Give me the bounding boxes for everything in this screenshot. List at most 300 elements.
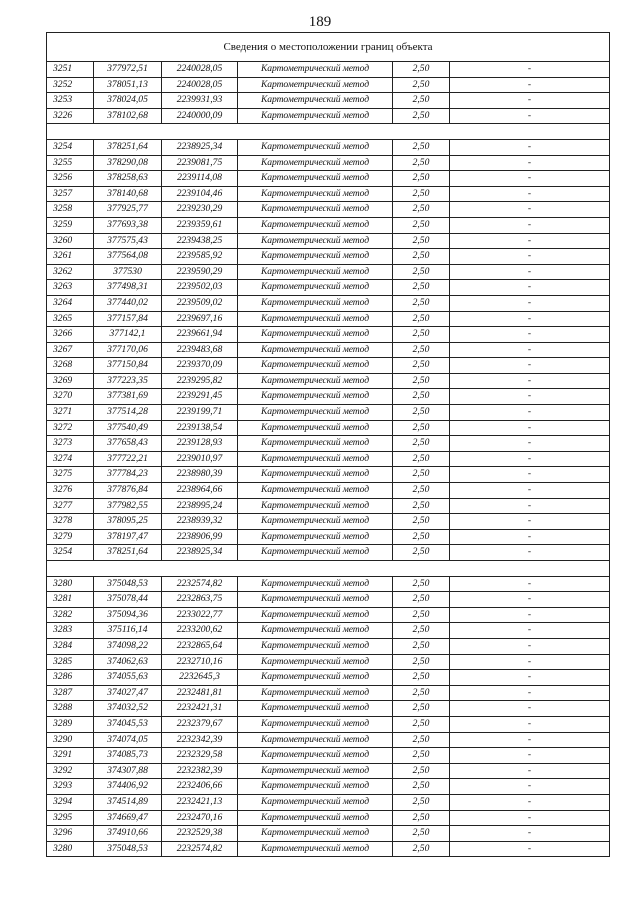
point-number-cell: 3285 [47, 654, 94, 670]
x-coordinate-cell: 378258,63 [94, 171, 162, 187]
accuracy-cell: 2,50 [393, 342, 450, 358]
accuracy-cell: 2,50 [393, 295, 450, 311]
y-coordinate-cell: 2232863,75 [162, 592, 238, 608]
description-cell: - [450, 483, 610, 499]
y-coordinate-cell: 2239661,94 [162, 327, 238, 343]
x-coordinate-cell: 374514,89 [94, 794, 162, 810]
method-cell: Картометрический метод [238, 249, 393, 265]
x-coordinate-cell: 378290,08 [94, 155, 162, 171]
accuracy-cell: 2,50 [393, 451, 450, 467]
method-cell: Картометрический метод [238, 420, 393, 436]
accuracy-cell: 2,50 [393, 327, 450, 343]
method-cell: Картометрический метод [238, 311, 393, 327]
y-coordinate-cell: 2238980,39 [162, 467, 238, 483]
method-cell: Картометрический метод [238, 405, 393, 421]
y-coordinate-cell: 2232470,16 [162, 810, 238, 826]
method-cell: Картометрический метод [238, 280, 393, 296]
table-row [47, 841, 610, 857]
table-row [47, 716, 610, 732]
y-coordinate-cell: 2238925,34 [162, 139, 238, 155]
table-row [47, 451, 610, 467]
y-coordinate-cell: 2239010,97 [162, 451, 238, 467]
x-coordinate-cell: 377982,55 [94, 498, 162, 514]
point-number-cell: 3255 [47, 155, 94, 171]
table-row [47, 732, 610, 748]
table-row [47, 498, 610, 514]
y-coordinate-cell: 2240028,05 [162, 77, 238, 93]
y-coordinate-cell: 2232421,31 [162, 701, 238, 717]
y-coordinate-cell: 2232342,39 [162, 732, 238, 748]
method-cell: Картометрический метод [238, 748, 393, 764]
x-coordinate-cell: 374085,73 [94, 748, 162, 764]
y-coordinate-cell: 2232529,38 [162, 826, 238, 842]
y-coordinate-cell: 2239114,08 [162, 171, 238, 187]
table-row [47, 483, 610, 499]
point-number-cell: 3266 [47, 327, 94, 343]
description-cell: - [450, 171, 610, 187]
x-coordinate-cell: 377530 [94, 264, 162, 280]
description-cell: - [450, 77, 610, 93]
point-number-cell: 3271 [47, 405, 94, 421]
table-row [47, 514, 610, 530]
description-cell: - [450, 358, 610, 374]
point-number-cell: 3269 [47, 373, 94, 389]
x-coordinate-cell: 377540,49 [94, 420, 162, 436]
accuracy-cell: 2,50 [393, 202, 450, 218]
description-cell: - [450, 794, 610, 810]
point-number-cell: 3291 [47, 748, 94, 764]
table-row [47, 592, 610, 608]
method-cell: Картометрический метод [238, 93, 393, 109]
method-cell: Картометрический метод [238, 233, 393, 249]
y-coordinate-cell: 2239359,61 [162, 217, 238, 233]
y-coordinate-cell: 2232382,39 [162, 763, 238, 779]
table-row [47, 436, 610, 452]
description-cell: - [450, 202, 610, 218]
x-coordinate-cell: 377784,23 [94, 467, 162, 483]
description-cell: - [450, 701, 610, 717]
x-coordinate-cell: 377157,84 [94, 311, 162, 327]
x-coordinate-cell: 378051,13 [94, 77, 162, 93]
description-cell: - [450, 685, 610, 701]
accuracy-cell: 2,50 [393, 405, 450, 421]
x-coordinate-cell: 374045,53 [94, 716, 162, 732]
point-number-cell: 3290 [47, 732, 94, 748]
description-cell: - [450, 451, 610, 467]
table-row [47, 420, 610, 436]
method-cell: Картометрический метод [238, 358, 393, 374]
method-cell: Картометрический метод [238, 155, 393, 171]
description-cell: - [450, 217, 610, 233]
y-coordinate-cell: 2232481,81 [162, 685, 238, 701]
x-coordinate-cell: 374910,66 [94, 826, 162, 842]
method-cell: Картометрический метод [238, 732, 393, 748]
description-cell: - [450, 264, 610, 280]
y-coordinate-cell: 2239291,45 [162, 389, 238, 405]
x-coordinate-cell: 375094,36 [94, 607, 162, 623]
x-coordinate-cell: 377693,38 [94, 217, 162, 233]
table-row [47, 545, 610, 561]
table-row [47, 77, 610, 93]
point-number-cell: 3294 [47, 794, 94, 810]
y-coordinate-cell: 2232574,82 [162, 576, 238, 592]
point-number-cell: 3256 [47, 171, 94, 187]
table-row [47, 389, 610, 405]
method-cell: Картометрический метод [238, 295, 393, 311]
accuracy-cell: 2,50 [393, 280, 450, 296]
group-separator-row [47, 561, 610, 577]
x-coordinate-cell: 377381,69 [94, 389, 162, 405]
point-number-cell: 3292 [47, 763, 94, 779]
accuracy-cell: 2,50 [393, 623, 450, 639]
accuracy-cell: 2,50 [393, 217, 450, 233]
point-number-cell: 3226 [47, 108, 94, 124]
method-cell: Картометрический метод [238, 654, 393, 670]
y-coordinate-cell: 2239931,93 [162, 93, 238, 109]
description-cell: - [450, 327, 610, 343]
table-title: Сведения о местоположении границ объекта [47, 33, 610, 62]
accuracy-cell: 2,50 [393, 841, 450, 857]
method-cell: Картометрический метод [238, 498, 393, 514]
table-row [47, 62, 610, 78]
y-coordinate-cell: 2239585,92 [162, 249, 238, 265]
y-coordinate-cell: 2232645,3 [162, 670, 238, 686]
y-coordinate-cell: 2233022,77 [162, 607, 238, 623]
point-number-cell: 3263 [47, 280, 94, 296]
accuracy-cell: 2,50 [393, 670, 450, 686]
y-coordinate-cell: 2233200,62 [162, 623, 238, 639]
accuracy-cell: 2,50 [393, 638, 450, 654]
accuracy-cell: 2,50 [393, 264, 450, 280]
point-number-cell: 3254 [47, 139, 94, 155]
method-cell: Картометрический метод [238, 139, 393, 155]
y-coordinate-cell: 2239128,93 [162, 436, 238, 452]
x-coordinate-cell: 378024,05 [94, 93, 162, 109]
description-cell: - [450, 389, 610, 405]
table-row [47, 623, 610, 639]
y-coordinate-cell: 2238939,32 [162, 514, 238, 530]
point-number-cell: 3259 [47, 217, 94, 233]
method-cell: Картометрический метод [238, 436, 393, 452]
x-coordinate-cell: 378197,47 [94, 529, 162, 545]
method-cell: Картометрический метод [238, 451, 393, 467]
accuracy-cell: 2,50 [393, 826, 450, 842]
method-cell: Картометрический метод [238, 483, 393, 499]
method-cell: Картометрический метод [238, 171, 393, 187]
y-coordinate-cell: 2239295,82 [162, 373, 238, 389]
table-row [47, 685, 610, 701]
table-row [47, 467, 610, 483]
y-coordinate-cell: 2239438,25 [162, 233, 238, 249]
y-coordinate-cell: 2232574,82 [162, 841, 238, 857]
point-number-cell: 3274 [47, 451, 94, 467]
table-row [47, 529, 610, 545]
x-coordinate-cell: 374406,92 [94, 779, 162, 795]
y-coordinate-cell: 2239230,29 [162, 202, 238, 218]
x-coordinate-cell: 375048,53 [94, 841, 162, 857]
y-coordinate-cell: 2239081,75 [162, 155, 238, 171]
table-row [47, 233, 610, 249]
accuracy-cell: 2,50 [393, 498, 450, 514]
point-number-cell: 3278 [47, 514, 94, 530]
y-coordinate-cell: 2239104,46 [162, 186, 238, 202]
point-number-cell: 3264 [47, 295, 94, 311]
point-number-cell: 3258 [47, 202, 94, 218]
method-cell: Картометрический метод [238, 327, 393, 343]
accuracy-cell: 2,50 [393, 763, 450, 779]
y-coordinate-cell: 2238925,34 [162, 545, 238, 561]
accuracy-cell: 2,50 [393, 529, 450, 545]
x-coordinate-cell: 377150,84 [94, 358, 162, 374]
description-cell: - [450, 576, 610, 592]
point-number-cell: 3296 [47, 826, 94, 842]
y-coordinate-cell: 2239370,09 [162, 358, 238, 374]
table-row [47, 249, 610, 265]
point-number-cell: 3288 [47, 701, 94, 717]
table-row [47, 607, 610, 623]
x-coordinate-cell: 375048,53 [94, 576, 162, 592]
point-number-cell: 3277 [47, 498, 94, 514]
y-coordinate-cell: 2232421,13 [162, 794, 238, 810]
point-number-cell: 3287 [47, 685, 94, 701]
y-coordinate-cell: 2240000,09 [162, 108, 238, 124]
table-row [47, 295, 610, 311]
description-cell: - [450, 436, 610, 452]
point-number-cell: 3254 [47, 545, 94, 561]
x-coordinate-cell: 377142,1 [94, 327, 162, 343]
method-cell: Картометрический метод [238, 701, 393, 717]
x-coordinate-cell: 377972,51 [94, 62, 162, 78]
table-row [47, 358, 610, 374]
description-cell: - [450, 62, 610, 78]
accuracy-cell: 2,50 [393, 716, 450, 732]
y-coordinate-cell: 2238995,24 [162, 498, 238, 514]
accuracy-cell: 2,50 [393, 607, 450, 623]
description-cell: - [450, 139, 610, 155]
description-cell: - [450, 93, 610, 109]
method-cell: Картометрический метод [238, 264, 393, 280]
method-cell: Картометрический метод [238, 592, 393, 608]
y-coordinate-cell: 2232406,66 [162, 779, 238, 795]
accuracy-cell: 2,50 [393, 810, 450, 826]
method-cell: Картометрический метод [238, 841, 393, 857]
y-coordinate-cell: 2239590,29 [162, 264, 238, 280]
table-row [47, 373, 610, 389]
table-row [47, 810, 610, 826]
table-row [47, 171, 610, 187]
table-row [47, 748, 610, 764]
description-cell: - [450, 638, 610, 654]
description-cell: - [450, 592, 610, 608]
description-cell: - [450, 763, 610, 779]
point-number-cell: 3261 [47, 249, 94, 265]
method-cell: Картометрический метод [238, 373, 393, 389]
table-row [47, 405, 610, 421]
y-coordinate-cell: 2238906,99 [162, 529, 238, 545]
separator-cell [47, 124, 610, 140]
x-coordinate-cell: 374669,47 [94, 810, 162, 826]
point-number-cell: 3289 [47, 716, 94, 732]
x-coordinate-cell: 374055,63 [94, 670, 162, 686]
description-cell: - [450, 249, 610, 265]
x-coordinate-cell: 377564,08 [94, 249, 162, 265]
point-number-cell: 3268 [47, 358, 94, 374]
accuracy-cell: 2,50 [393, 514, 450, 530]
y-coordinate-cell: 2238964,66 [162, 483, 238, 499]
y-coordinate-cell: 2239199,71 [162, 405, 238, 421]
method-cell: Картометрический метод [238, 685, 393, 701]
accuracy-cell: 2,50 [393, 794, 450, 810]
group-separator-row [47, 124, 610, 140]
accuracy-cell: 2,50 [393, 389, 450, 405]
method-cell: Картометрический метод [238, 217, 393, 233]
method-cell: Картометрический метод [238, 77, 393, 93]
point-number-cell: 3281 [47, 592, 94, 608]
description-cell: - [450, 405, 610, 421]
description-cell: - [450, 810, 610, 826]
separator-cell [47, 561, 610, 577]
accuracy-cell: 2,50 [393, 436, 450, 452]
y-coordinate-cell: 2232865,64 [162, 638, 238, 654]
x-coordinate-cell: 377575,43 [94, 233, 162, 249]
description-cell: - [450, 420, 610, 436]
x-coordinate-cell: 375078,44 [94, 592, 162, 608]
accuracy-cell: 2,50 [393, 732, 450, 748]
method-cell: Картометрический метод [238, 794, 393, 810]
point-number-cell: 3283 [47, 623, 94, 639]
y-coordinate-cell: 2232710,16 [162, 654, 238, 670]
table-row [47, 763, 610, 779]
table-row [47, 638, 610, 654]
description-cell: - [450, 342, 610, 358]
x-coordinate-cell: 378251,64 [94, 545, 162, 561]
point-number-cell: 3252 [47, 77, 94, 93]
accuracy-cell: 2,50 [393, 592, 450, 608]
description-cell: - [450, 716, 610, 732]
y-coordinate-cell: 2239502,03 [162, 280, 238, 296]
method-cell: Картометрический метод [238, 342, 393, 358]
description-cell: - [450, 779, 610, 795]
x-coordinate-cell: 374098,22 [94, 638, 162, 654]
point-number-cell: 3265 [47, 311, 94, 327]
x-coordinate-cell: 377925,77 [94, 202, 162, 218]
boundary-table-container [46, 32, 609, 857]
accuracy-cell: 2,50 [393, 420, 450, 436]
description-cell: - [450, 514, 610, 530]
page-number: 189 [308, 14, 332, 30]
accuracy-cell: 2,50 [393, 186, 450, 202]
accuracy-cell: 2,50 [393, 249, 450, 265]
accuracy-cell: 2,50 [393, 467, 450, 483]
x-coordinate-cell: 374074,05 [94, 732, 162, 748]
y-coordinate-cell: 2240028,05 [162, 62, 238, 78]
point-number-cell: 3280 [47, 841, 94, 857]
table-row [47, 794, 610, 810]
method-cell: Картометрический метод [238, 467, 393, 483]
y-coordinate-cell: 2232379,67 [162, 716, 238, 732]
description-cell: - [450, 280, 610, 296]
point-number-cell: 3272 [47, 420, 94, 436]
x-coordinate-cell: 378095,25 [94, 514, 162, 530]
point-number-cell: 3251 [47, 62, 94, 78]
point-number-cell: 3280 [47, 576, 94, 592]
method-cell: Картометрический метод [238, 576, 393, 592]
x-coordinate-cell: 377170,06 [94, 342, 162, 358]
table-row [47, 311, 610, 327]
method-cell: Картометрический метод [238, 716, 393, 732]
description-cell: - [450, 607, 610, 623]
table-row [47, 779, 610, 795]
accuracy-cell: 2,50 [393, 139, 450, 155]
table-row [47, 701, 610, 717]
point-number-cell: 3262 [47, 264, 94, 280]
point-number-cell: 3276 [47, 483, 94, 499]
table-row [47, 327, 610, 343]
accuracy-cell: 2,50 [393, 701, 450, 717]
description-cell: - [450, 467, 610, 483]
description-cell: - [450, 186, 610, 202]
accuracy-cell: 2,50 [393, 311, 450, 327]
accuracy-cell: 2,50 [393, 93, 450, 109]
x-coordinate-cell: 377514,28 [94, 405, 162, 421]
description-cell: - [450, 670, 610, 686]
table-row [47, 654, 610, 670]
point-number-cell: 3284 [47, 638, 94, 654]
accuracy-cell: 2,50 [393, 108, 450, 124]
table-row [47, 670, 610, 686]
point-number-cell: 3270 [47, 389, 94, 405]
description-cell: - [450, 826, 610, 842]
method-cell: Картометрический метод [238, 389, 393, 405]
table-row [47, 186, 610, 202]
description-cell: - [450, 732, 610, 748]
x-coordinate-cell: 374307,88 [94, 763, 162, 779]
description-cell: - [450, 233, 610, 249]
table-row [47, 93, 610, 109]
description-cell: - [450, 108, 610, 124]
point-number-cell: 3273 [47, 436, 94, 452]
point-number-cell: 3295 [47, 810, 94, 826]
method-cell: Картометрический метод [238, 826, 393, 842]
accuracy-cell: 2,50 [393, 171, 450, 187]
table-row [47, 826, 610, 842]
accuracy-cell: 2,50 [393, 373, 450, 389]
accuracy-cell: 2,50 [393, 779, 450, 795]
accuracy-cell: 2,50 [393, 233, 450, 249]
description-cell: - [450, 295, 610, 311]
y-coordinate-cell: 2239509,02 [162, 295, 238, 311]
point-number-cell: 3253 [47, 93, 94, 109]
x-coordinate-cell: 374027,47 [94, 685, 162, 701]
accuracy-cell: 2,50 [393, 77, 450, 93]
description-cell: - [450, 545, 610, 561]
method-cell: Картометрический метод [238, 779, 393, 795]
table-body [47, 33, 610, 857]
method-cell: Картометрический метод [238, 202, 393, 218]
y-coordinate-cell: 2232329,58 [162, 748, 238, 764]
x-coordinate-cell: 377876,84 [94, 483, 162, 499]
table-row [47, 139, 610, 155]
accuracy-cell: 2,50 [393, 685, 450, 701]
table-row [47, 155, 610, 171]
y-coordinate-cell: 2239138,54 [162, 420, 238, 436]
method-cell: Картометрический метод [238, 638, 393, 654]
method-cell: Картометрический метод [238, 186, 393, 202]
table-row [47, 108, 610, 124]
x-coordinate-cell: 378140,68 [94, 186, 162, 202]
method-cell: Картометрический метод [238, 810, 393, 826]
method-cell: Картометрический метод [238, 623, 393, 639]
